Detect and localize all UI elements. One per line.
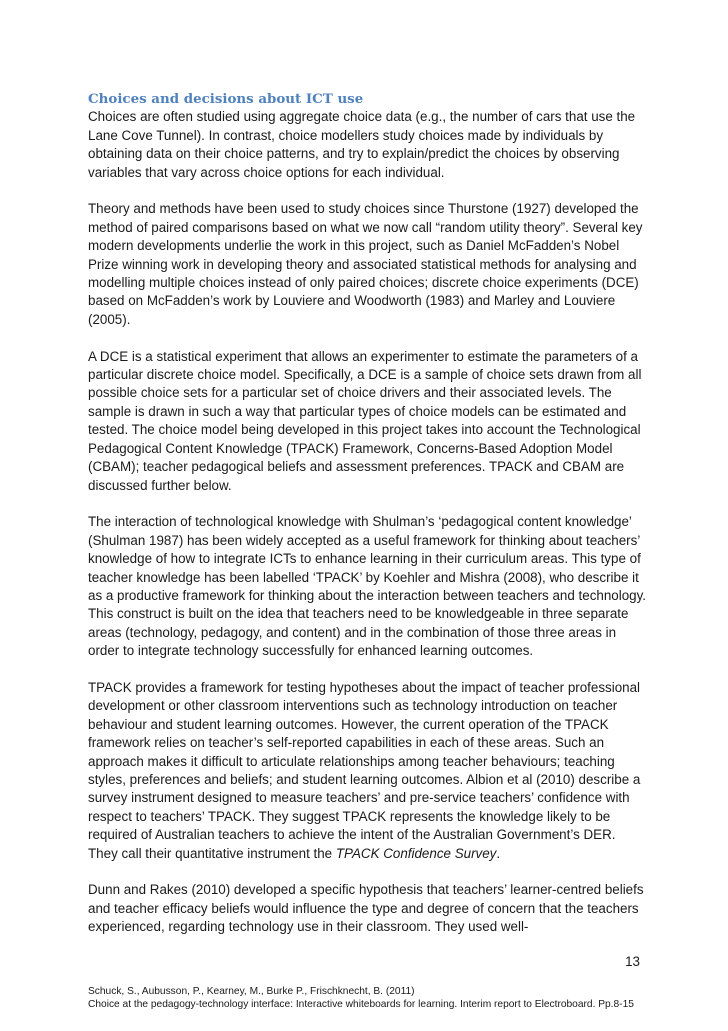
footer-citation-authors: Schuck, S., Aubusson, P., Kearney, M., Burke P., Frischknecht, B. (2011) bbox=[88, 986, 415, 997]
paragraph-aggregate-choice: Choices are often studied using aggregate choice data (e.g., the number of cars that use the Lane Cove Tunnel). In contrast, choice modellers study choices made by individuals by obtaining data on their choice patterns, and try to explain/predict the choices by observing variables that vary across choice options for each individual. bbox=[88, 109, 636, 180]
paragraph-dce-definition: A DCE is a statistical experiment that allows an experimenter to estimate the parameters of a particular discrete choice model. Specifically, a DCE is a sample of choice sets drawn from all possible choice sets for a particular set of choice drivers and their associated levels. The sample is drawn in such a way that particular types of choice models can be estimated and tested. The choice model being developed in this project takes into account the Technological Pedagogical Content Knowledge (TPACK) Framework, Concerns-Based Adoption Model (CBAM); teacher pedagogical beliefs and assessment preferences. TPACK and CBAM are discussed further below. bbox=[88, 348, 642, 493]
paragraph-tpack-framework bbox=[88, 679, 648, 863]
paragraph-theory-methods: Theory and methods have been used to study choices since Thurstone (1927) developed the method of paired comparisons based on what we now call “random utility theory”. Several key modern developments underlie the work in this project, such as Daniel McFadden’s Nobel Prize winning work in developing theory and associated statistical methods for analysing and modelling multiple choices instead of only paired choices; discrete choice experiments (DCE) based on McFadden’s work by Louviere and Woodworth (1983) and Marley and Louviere (2005). bbox=[88, 201, 643, 327]
footer-citation-title: Choice at the pedagogy-technology interface: Interactive whiteboards for learning. Interim report to Electroboard. Pp.8-15 bbox=[88, 999, 634, 1010]
section-heading: Choices and decisions about ICT use bbox=[88, 91, 364, 107]
page-footer bbox=[88, 985, 688, 1011]
page-body bbox=[88, 90, 648, 955]
tpack-confidence-survey-title: TPACK Confidence Survey bbox=[335, 845, 497, 861]
paragraph-tpack-framework-text: TPACK provides a framework for testing hypotheses about the impact of teacher professional development or other classroom interventions such as technology introduction on teacher behaviour and student learning outcomes. However, the current operation of the TPACK framework relies on teacher’s self-reported capabilities in each of these areas. Such an approach makes it difficult to articulate relationships among teacher behaviours; teaching styles, preferences and beliefs; and student learning outcomes. Albion et al (2010) describe a survey instrument designed to measure teachers’ and pre-service teachers’ confidence with respect to teachers’ TPACK. They suggest TPACK represents the knowledge likely to be required of Australian teachers to achieve the intent of the Australian Government’s DER. They call their quantitative instrument the bbox=[88, 679, 641, 861]
paragraph-dunn-rakes: Dunn and Rakes (2010) developed a specific hypothesis that teachers’ learner-centred beliefs and teacher efficacy beliefs would influence the type and degree of concern that the teachers experienced, regarding technology use in their classroom. They used well- bbox=[88, 882, 644, 935]
paragraph-tpack-framework-tail: . bbox=[496, 845, 501, 861]
page-number: 13 bbox=[625, 954, 640, 969]
paragraph-tpack-interaction: The interaction of technological knowledge with Shulman’s ‘pedagogical content knowledge’ (Shulman 1987) has been widely accepted as a useful framework for thinking about teachers’ knowledge of how to integrate ICTs to enhance learning in their curriculum areas. This type of teacher knowledge has been labelled ‘TPACK’ by Koehler and Mishra (2008), who describe it as a productive framework for thinking about the interaction between teachers and technology. This construct is built on the idea that teachers need to be knowledgeable in three separate areas (technology, pedagogy, and content) and in the combination of those three areas in order to integrate technology successfully for enhanced learning outcomes. bbox=[88, 514, 647, 659]
